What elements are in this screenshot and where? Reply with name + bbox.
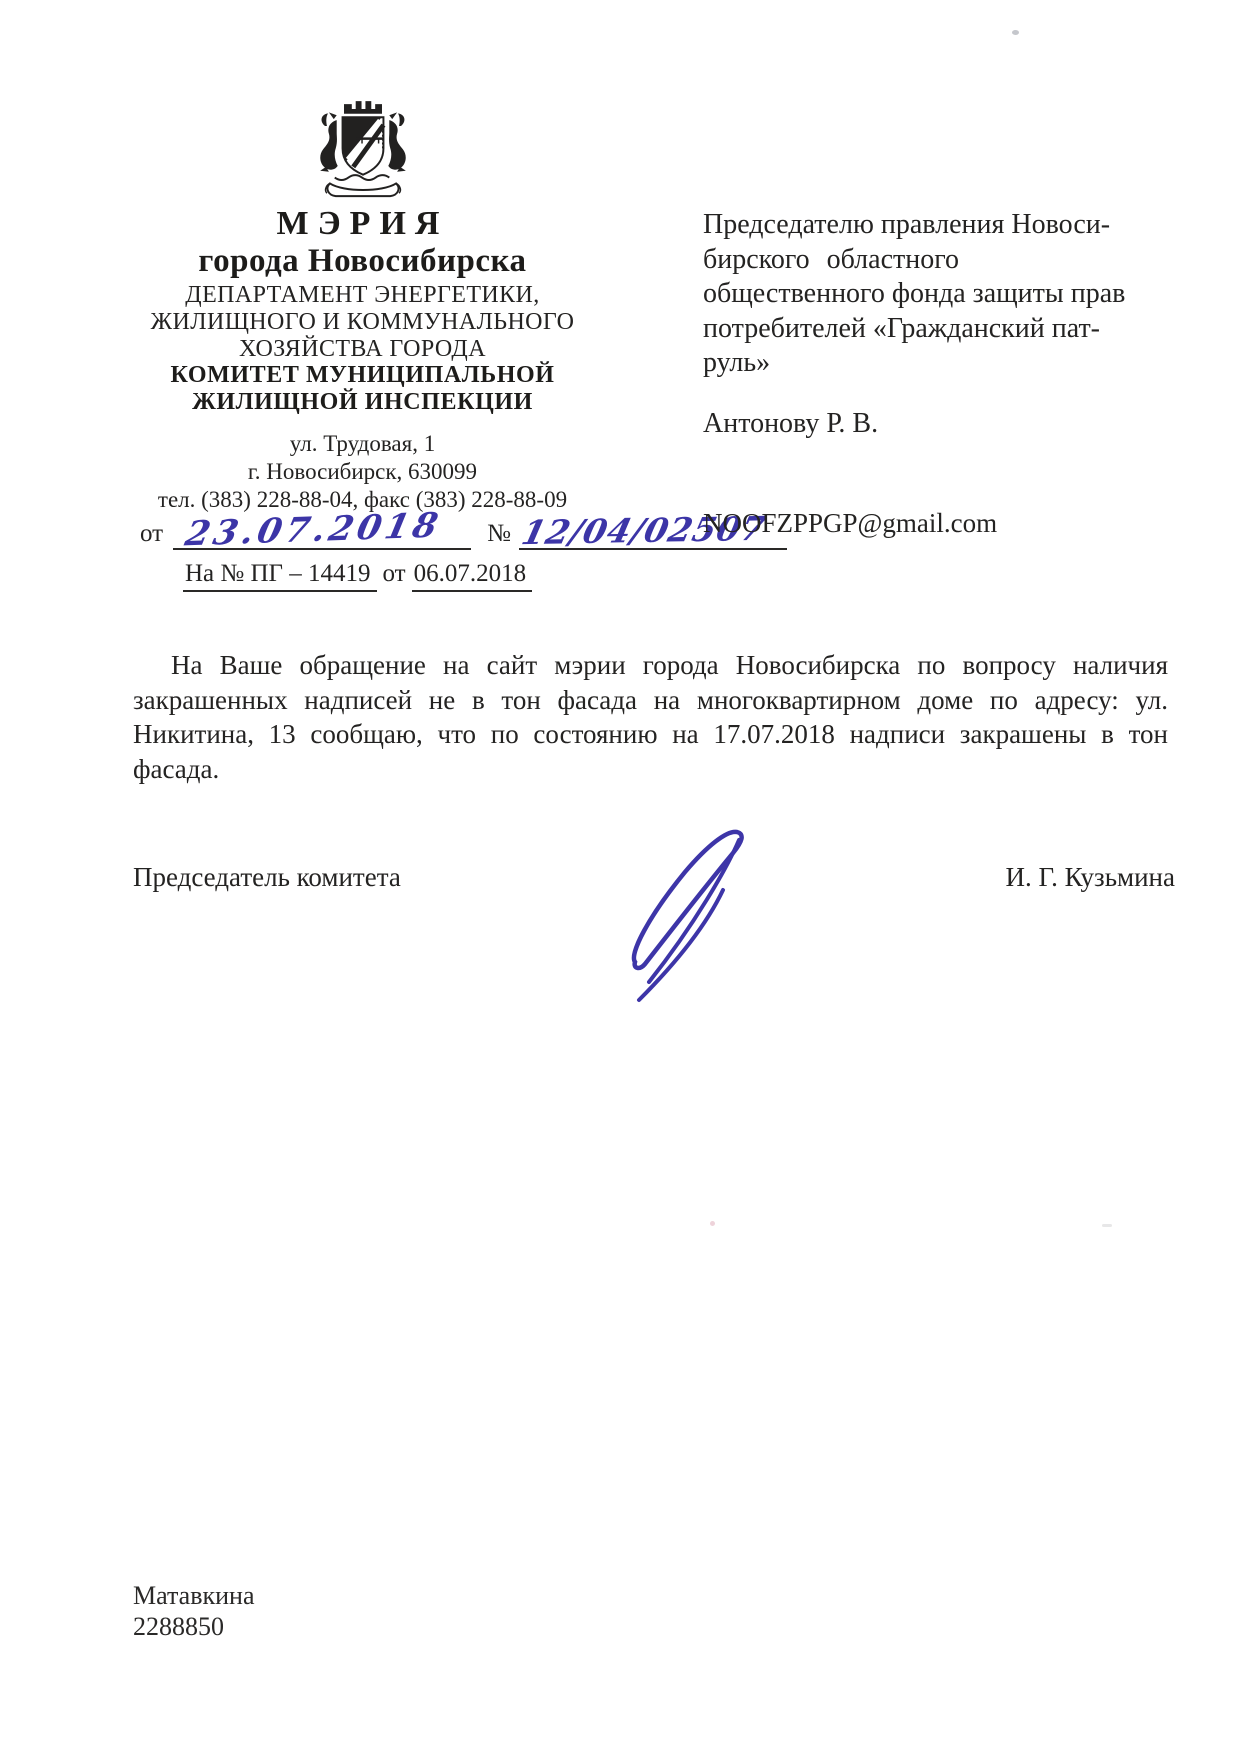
executor-phone: 2288850 [133,1612,224,1641]
committee-line: КОМИТЕТ МУНИЦИПАЛЬНОЙ [170,362,555,388]
recipient-name: Антонову Р. В. [703,408,879,439]
recipient-block [703,208,1153,381]
recipient-line: Председателю правления Новоси- [703,209,1111,240]
address-line-city: г. Новосибирск, 630099 [247,459,478,484]
address-line-phone: тел. (383) 228-88-04, факс (383) 228-88-09 [157,487,568,512]
department-line: ЖИЛИЩНОГО И КОММУНАЛЬНОГО [150,309,575,335]
handwritten-date: 23.07.2018 [181,505,446,555]
executor-name: Матавкина [133,1581,255,1610]
address-line-street: ул. Трудовая, 1 [289,431,436,456]
org-name-city [95,243,630,280]
department-line: ХОЗЯЙСТВА ГОРОДА [239,336,486,362]
scan-speck [1012,30,1019,35]
org-city-text: города Новосибирска [198,243,527,279]
reply-from-label: от [382,560,406,587]
org-address [95,430,630,514]
from-label: от [140,520,164,547]
handwritten-number: 12/04/02507 [517,508,770,553]
department-name [95,282,630,363]
recipient-line: потребителей «Гражданский пат- [703,312,1101,344]
org-name-main [95,205,630,243]
recipient-line: общественного фонда защиты прав [703,278,1126,309]
date-underline [173,505,471,555]
recipient-line: руль» [703,347,771,378]
scan-speck [1102,1224,1112,1227]
signer-name: И. Г. Кузьмина [1005,862,1175,892]
committee-name [95,362,630,416]
novosibirsk-coat-of-arms-icon [298,88,428,200]
reply-ref-date: 06.07.2018 [412,560,533,592]
recipient-line: бирского областного [703,243,960,275]
org-main-text: МЭРИЯ [276,205,449,242]
committee-line: ЖИЛИЩНОЙ ИНСПЕКЦИИ [192,389,533,415]
letter-body-paragraph: На Ваше обращение на сайт мэрии города Новосибирска по вопросу наличия закрашенных надписей не в тон фасада на многоквартирном доме по адресу: ул. Никитина, 13 сообщаю, что по состоянию на 17.07.2018 надписи закрашены в тон фасада. [133,650,1168,784]
executor-block [133,1580,254,1642]
handwritten-signature-icon [615,820,770,1010]
department-line: ДЕПАРТАМЕНТ ЭНЕРГЕТИКИ, [185,282,540,308]
recipient-email: NOOFZPPGP@gmail.com [703,508,998,538]
reply-ref-row [183,560,703,588]
reply-ref-number: На № ПГ – 14419 [183,560,377,592]
signer-title: Председатель комитета [133,862,401,892]
number-label: № [487,520,511,547]
scan-speck [710,1221,715,1226]
